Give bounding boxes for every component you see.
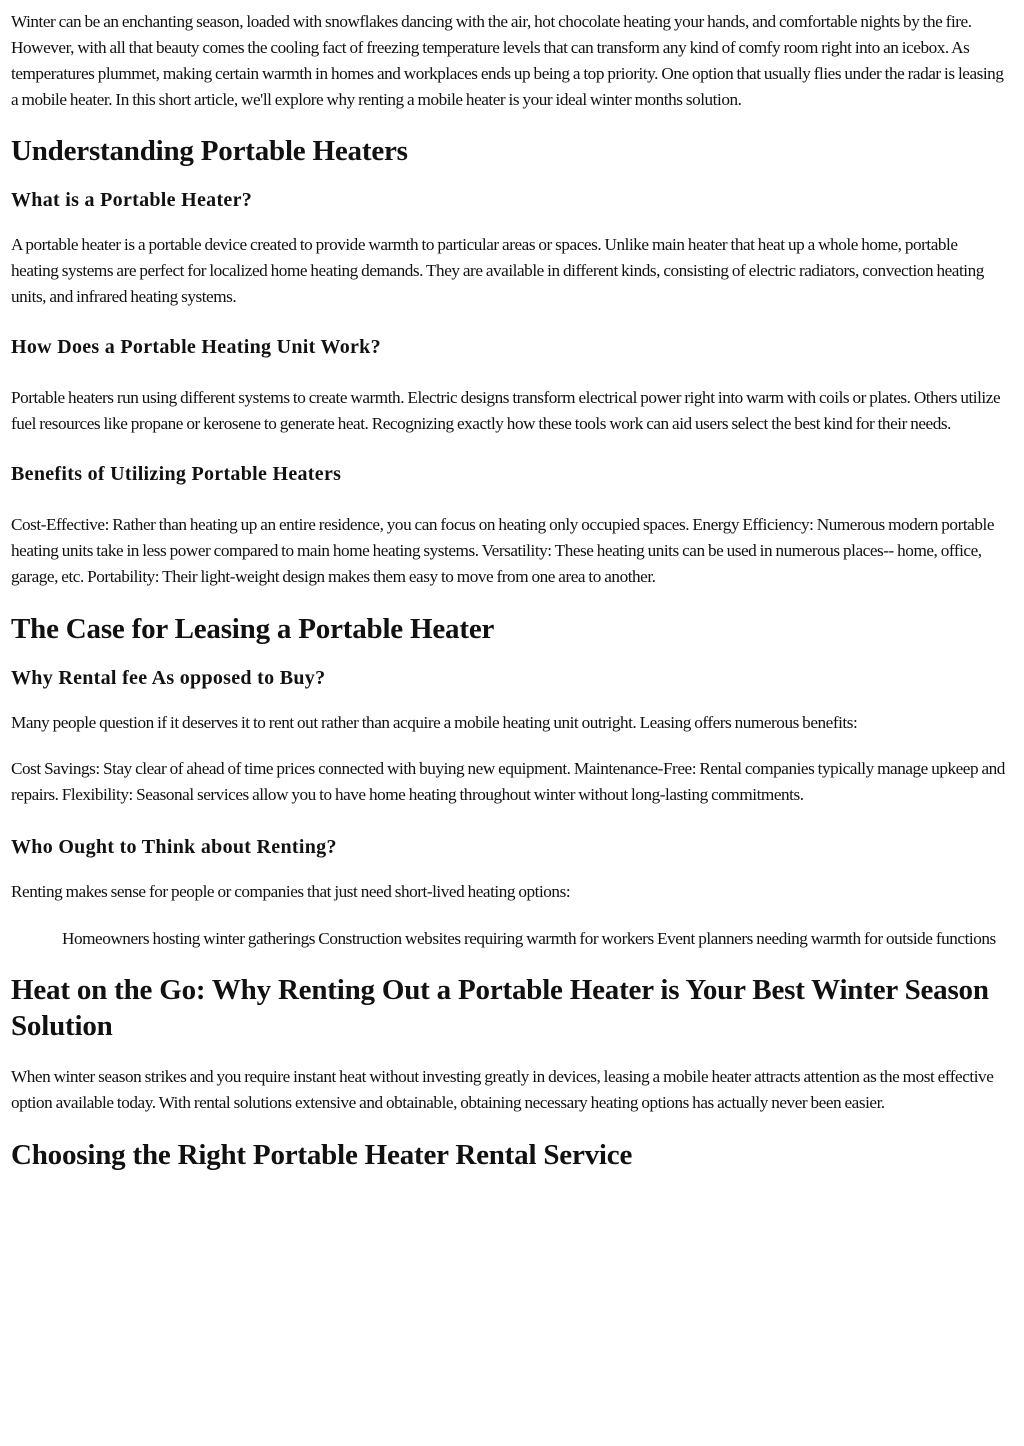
indented-list-text: Homeowners hosting winter gatherings Construction websites requiring warmth for workers Event planners needing warmth for outside functions [62,929,996,948]
heading-how-heating-unit-works: How Does a Portable Heating Unit Work? [11,336,381,358]
paragraph-renting-sense: Renting makes sense for people or companies that just need short-lived heating options: [11,882,571,901]
heading-heat-on-the-go: Heat on the Go: Why Renting Out a Portable Heater is Your Best Winter Season Solution [11,974,989,1042]
heading-case-for-leasing: The Case for Leasing a Portable Heater [11,613,495,645]
intro-paragraph: Winter can be an enchanting season, loaded with snowflakes dancing with the air, hot chocolate heating your hands, and comfortable nights by the fire. However, with all that beauty comes the cooling fact of freezing temperature levels that can transform any kind of comfy room right into an icebox. As temperatures plummet, making certain warmth in homes and workplaces ends up being a top priority. One option that usually flies under the radar is leasing a mobile heater. In this short article, we'll explore why renting a mobile heater is your ideal winter months solution. [11,12,1004,109]
paragraph-what-is-portable-heater: A portable heater is a portable device created to provide warmth to particular areas or spaces. Unlike main heater that heat up a whole home, portable heating systems are perfect for localized home heating demands. They are available in different kinds, consisting of electric radiators, convection heating units, and infrared heating systems. [11,235,984,306]
heading-choosing-rental-service: Choosing the Right Portable Heater Rental Service [11,1139,633,1171]
article-page [11,9,1007,1173]
paragraph-why-rent: Many people question if it deserves it to rent out rather than acquire a mobile heating unit outright. Leasing offers numerous benefits: [11,713,858,732]
paragraph-how-heating-unit-works: Portable heaters run using different systems to create warmth. Electric designs transform electrical power right into warm with coils or plates. Others utilize fuel resources like propane or kerosene to generate heat. Recognizing exactly how these tools work can aid users select the best kind for their needs. [11,388,1001,433]
heading-why-rent: Why Rental fee As opposed to Buy? [11,667,326,689]
heading-what-is-portable-heater: What is a Portable Heater? [11,189,253,211]
heading-who-should-rent: Who Ought to Think about Renting? [11,836,337,858]
paragraph-cost-savings: Cost Savings: Stay clear of ahead of time prices connected with buying new equipment. Maintenance-Free: Rental companies typically manage upkeep and repairs. Flexibility: Seasonal services allow you to have home heating throughout winter without long-lasting commitments. [11,759,1005,804]
heading-benefits: Benefits of Utilizing Portable Heaters [11,463,342,485]
paragraph-heat-on-the-go: When winter season strikes and you require instant heat without investing greatly in devices, leasing a mobile heater attracts attention as the most effective option available today. With rental solutions extensive and obtainable, obtaining necessary heating options has actually never been easier. [11,1067,994,1112]
heading-understanding-portable-heaters: Understanding Portable Heaters [11,135,408,167]
paragraph-benefits: Cost-Effective: Rather than heating up an entire residence, you can focus on heating only occupied spaces. Energy Efficiency: Numerous modern portable heating units take in less power compared to main home heating systems. Versatility: These heating units can be used in numerous places-- home, office, garage, etc. Portability: Their light-weight design makes them easy to move from one area to another. [11,515,994,586]
